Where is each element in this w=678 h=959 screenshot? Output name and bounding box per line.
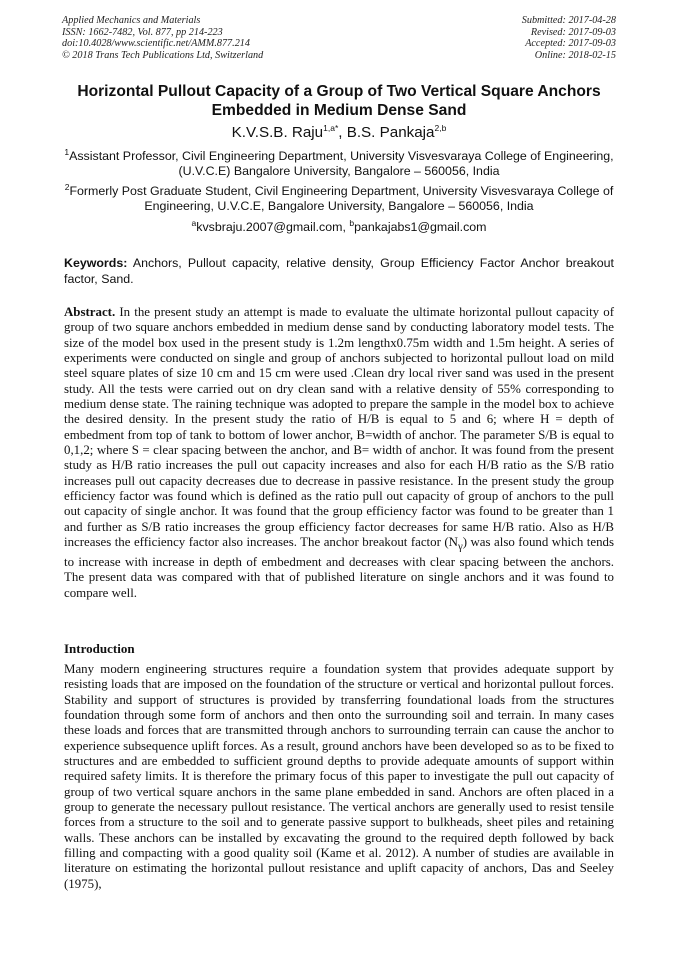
date-submitted: Submitted: 2017-04-28 (521, 15, 616, 26)
author-line (40, 124, 638, 142)
journal-header-left (62, 15, 263, 61)
journal-doi[interactable]: doi:10.4028/www.scientific.net/AMM.877.214 (62, 38, 250, 50)
abstract-label: Abstract. (64, 305, 116, 319)
email-b-sup: b (349, 217, 355, 228)
affiliation-2-text: Formerly Post Graduate Student, Civil Engineering Department, University Visvesvaraya College of Engineering, U.V.C.E, Bangalore University, Bangalore – 560056, India (69, 184, 614, 214)
author-2-sup: 2,b (434, 122, 447, 133)
date-revised: Revised: 2017-09-03 (530, 26, 616, 38)
affiliation-1-text: Assistant Professor, Civil Engineering Department, University Visvesvaraya College of Engineering, (U.V.C.E) Bangalore University, Bangalore – 560056, India (69, 149, 614, 179)
affiliation-2-number: 2 (64, 181, 70, 192)
affiliation-1 (40, 146, 638, 179)
journal-name: Applied Mechanics and Materials (62, 15, 201, 26)
date-accepted: Accepted: 2017-09-03 (525, 38, 616, 50)
abstract-block (64, 305, 614, 601)
keywords-text: Anchors, Pullout capacity, relative density, Group Efficiency Factor Anchor breakout factor, Sand. (64, 256, 614, 286)
journal-copyright: © 2018 Trans Tech Publications Ltd, Switzerland (62, 49, 264, 61)
affiliation-2 (40, 181, 638, 214)
introduction-text: Many modern engineering structures require a foundation system that provides adequate support by resisting loads that are imposed on the foundation of the structure or vertical and horizontal pullout forces. Stability and support of structures is provided by transferring foundational loads from the structures foundation through some form of anchors and then onto the surrounding soil and terrain. In many cases these loads and forces that are transmitted through anchors to surrounding terrain can cause the anchor to experience subsequence uplift forces. As a result, ground anchors have been developed so as to be fixed to structures and are embedded to sufficient ground depths to provide adequate amounts of support within required safety limits. It is therefore the primary focus of this paper to investigate the pull out capacity of group of two vertical square anchors in the same plane embedded in sand. Anchors are often placed in a group to generate the necessary pullout resistance. The vertical anchors are generally used to resist tensile forces from a structure to the soil and to generate passive support to bulkheads, sheet piles and retaining walls. These anchors can be installed by excavating the ground to the required depth followed by back filling and compacting with a good quality soil (Kame et al. 2012). A number of studies are available in literature on estimating the horizontal pullout resistance and uplift capacity of anchors, Das and Seeley (1975), (64, 662, 614, 891)
email-a-sup: a (191, 217, 197, 228)
author-1-name: K.V.S.B. Raju (231, 124, 324, 141)
email-separator: , (342, 220, 350, 234)
email-b[interactable]: pankajabs1@gmail.com (354, 220, 487, 234)
journal-header-right (522, 15, 616, 61)
paper-title: Horizontal Pullout Capacity of a Group of Two Vertical Square Anchors Embedded in Medium Dense Sand (77, 83, 601, 119)
abstract-text-1: In the present study an attempt is made to evaluate the ultimate horizontal pullout capacity of group of two square anchors embedded in medium dense sand by conducting laboratory model tests. The size of the model box used in the present study is 1.2m lengthx0.75m width and 1.5m height. A series of experiments were conducted on single and group of anchors subjected to horizontal pullout load on mild steel square plates of size 10 cm and 15 cm were used .Clean dry local river sand was used in the present study. All the tests were carried out on dry clean sand with a relative density of 55% corresponding to medium dense state. The raining technique was adopted to prepare the sample in the model box to achieve the desired density. In the present study the ratio of H/B is equal to 5 and 6; where H = depth of embedment from top of tank to bottom of lower anchor, B=width of anchor. The parameter S/B is equal to 0,1,2; where S = clear spacing between the anchor, and B= width of anchor. It was found from the present study as H/B ratio increases the pull out capacity increases and also for each H/B ratio as the S/B ratio increases pull out capacity decreases due to decrease in passive resistance. In the present study the group efficiency factor was found which is defined as the ratio pull out capacity of group of anchors to the pull out capacity of single anchor. It was found that the group efficiency factor was found to be greater than 1 and further as S/B ratio increases the group efficiency factor decreases for same H/B ratio. Also as H/B increases the efficiency factor also increases. The anchor breakout factor (N (64, 305, 614, 550)
author-2-name: B.S. Pankaja (346, 124, 435, 141)
email-line (40, 217, 638, 235)
author-separator: , (338, 124, 347, 141)
abstract-text-2: ) was also found which tends to increase with increase in depth of embedment and decreases with clear spacing between the anchors. The present data was compared with that of published literature on single anchors and it was found to compare well. (64, 535, 614, 600)
introduction-heading: Introduction (64, 641, 135, 656)
keywords-block (64, 256, 614, 287)
keywords-label: Keywords: (64, 256, 128, 270)
date-online: Online: 2018-02-15 (534, 49, 616, 61)
journal-issn: ISSN: 1662-7482, Vol. 877, pp 214-223 (62, 26, 223, 38)
email-a[interactable]: kvsbraju.2007@gmail.com (196, 220, 343, 234)
affiliation-1-number: 1 (64, 146, 70, 157)
abstract-gamma-subscript: γ (457, 540, 463, 553)
author-1-sup: 1,a* (323, 122, 339, 133)
